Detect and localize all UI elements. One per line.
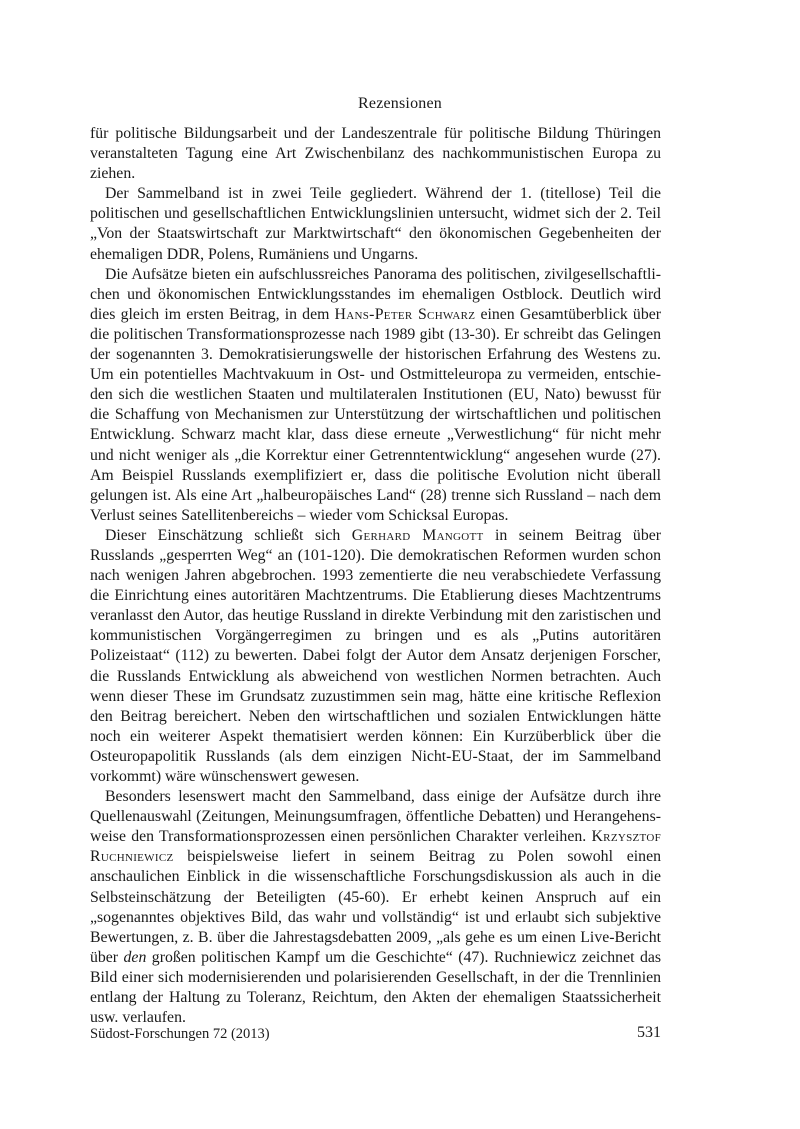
paragraph-4-text-a: Dieser Einschätzung schließt sich (105, 526, 352, 544)
page-number: 531 (637, 1024, 661, 1041)
emphasis-den: den (123, 948, 147, 966)
running-head: Rezensionen (358, 95, 442, 112)
author-name-mangott: Gerhard Mangott (351, 526, 484, 544)
paragraph-5 (90, 787, 661, 1028)
author-name-ruchniewicz: Krzysztof Ruchniewicz (90, 828, 661, 866)
paragraph-5-text-b: beispielsweise liefert in seinem Beitrag zu Polen sowohl einen anschaulichen Einblick in die wissenschaftliche Forschungsdiskussion als auch in die Selbsteinschätzung der Beteiligten (45-60). Er erhebt keinen Anspruch auf ein „sogenanntes objektives Bild, das wahr und vollständig“ ist und erlaubt sich subjektive Bewertungen, z. B. über die Jahrestagsdebatten 2009, „als gehe es um einen Live-Bericht über (90, 848, 661, 966)
paragraph-3-text-b: einen Gesamtüberblick über die politischen Transformationsprozesse nach 1989 gibt (13-30). Er schreibt das Gelingen der sogenannten 3. Demokratisierungswelle der historischen Erfahrung des Westens zu. Um ein potentielles Machtvakuum in Ost- und Ostmitteleuropa zu vermeiden, entschieden sich die westlichen Staaten und multilateralen Institutionen (EU, Nato) bewusst für die Schaffung von Mechanismen zur Unterstützung der wirtschaftlichen und politischen Entwicklung. Schwarz macht klar, dass diese erneute „Verwestlichung“ für nicht mehr und nicht weniger als „die Korrektur einer Getrenntentwicklung“ angesehen wurde (27). Am Beispiel Russlands exemplifiziert er, dass die politische Evolution nicht überall gelungen ist. Als eine Art „halbeuropäisches Land“ (28) trenne sich Russland – nach dem Verlust seines Satellitenbereichs – wieder vom Schicksal Europas. (90, 305, 661, 524)
paragraph-5-text-c: großen politischen Kampf um die Geschichte“ (47). Ruchniewicz zeichnet das Bild einer sich modernisierenden und polarisierenden Gesellschaft, in der die Trennlinien entlang der Haltung zu Toleranz, Reichtum, den Akten der ehemaligen Staatssicherheit usw. verlaufen. (90, 948, 661, 1027)
paragraph-4-text-b: in seinem Beitrag über Russlands „gesperrten Weg“ an (101-120). Die demokratischen Reformen wurden schon nach wenigen Jahren abgebrochen. 1993 zementierte die neu verabschiedete Verfassung die Einrichtung eines autoritären Machtzentrums. Die Etablierung dieses Machtzentrums veranlasst den Autor, das heutige Russland in direkte Verbindung mit den zaristischen und kommunistischen Vorgängerregimen zu bringen und es als „Putins autoritären Polizeistaat“ (112) zu bewerten. Dabei folgt der Autor dem Ansatz derjenigen Forscher, die Russlands Entwicklung als abweichend von westlichen Normen betrachten. Auch wenn dieser These im Grundsatz zuzustimmen sein mag, hätte eine kritische Reflexion den Beitrag bereichert. Neben den wirtschaftlichen und sozialen Entwicklungen hätte noch ein weiterer Aspekt thematisiert werden können: Ein Kurzüberblick über die Osteuropapolitik Russlands (als dem einzigen Nicht-EU-Staat, der im Sammelband vorkommt) wäre wünschenswert gewesen. (90, 526, 662, 785)
paragraph-1: für politische Bildungsarbeit und der Landeszentrale für politische Bildung Thüringen veranstalteten Tagung eine Art Zwischenbilanz des nachkommunistischen Europa zu ziehen. (90, 125, 661, 183)
paragraph-3-text-a: Die Aufsätze bieten ein aufschlussreiches Panorama des politischen, zivilgesellschaftlichen und ökonomischen Entwicklungsstandes im ehemaligen Ostblock. Deutlich wird dies gleich im ersten Beitrag, in dem (90, 265, 661, 323)
paragraph-2: Der Sammelband ist in zwei Teile gegliedert. Während der 1. (titellose) Teil die politischen und gesellschaftlichen Entwicklungslinien untersucht, widmet sich der 2. Teil „Von der Staatswirtschaft zur Marktwirtschaft“ den ökonomischen Gegebenheiten der ehemaligen DDR, Polens, Rumäniens und Ungarns. (90, 185, 661, 263)
paragraph-4 (90, 526, 661, 787)
paragraph-5-text-a: Besonders lesenswert macht den Sammelband, dass einige der Aufsätze durch ihre Quellenauswahl (Zeitungen, Meinungsumfragen, öffentliche Debatten) und Herangehensweise den Transformationsprozessen einen persönlichen Charakter verleihen. (90, 788, 661, 846)
body-text (90, 124, 661, 1028)
paragraph-3 (90, 265, 661, 526)
footer-journal-title: Südost-Forschungen 72 (2013) (90, 1026, 270, 1042)
author-name-schwarz: Hans-Peter Schwarz (334, 305, 476, 323)
